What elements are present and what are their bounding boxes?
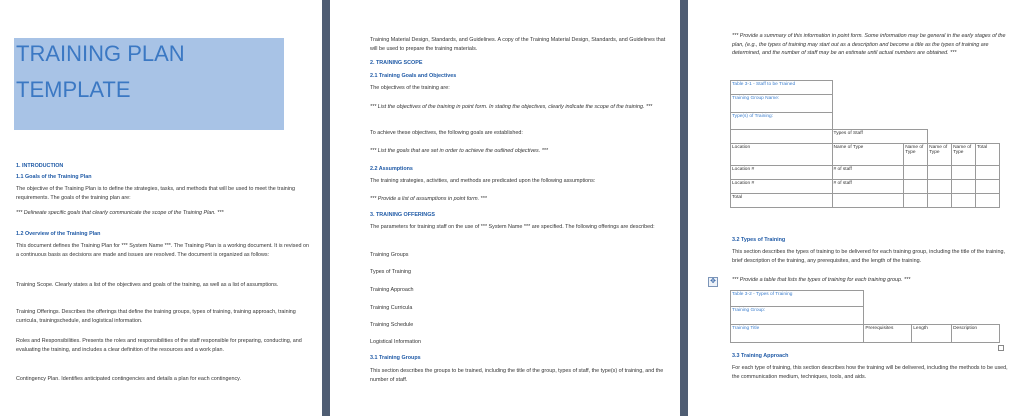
paragraph-provide-table: *** Provide a table that lists the types of training for each training group. *** [732,277,911,283]
paragraph-overview: This document defines the Training Plan for *** System Name ***. The Training Plan is a working document. It is revised on a continuous basis as decisions are made and issues are resolved. The document is organized as follows: [16,243,309,258]
heading-assumptions: 2.2 Assumptions [370,166,413,172]
title-line-2: TEMPLATE [16,77,131,102]
staff-to-be-trained-table [730,80,1000,208]
table-cell: Location # [731,180,833,194]
list-item: Training Groups [370,252,409,258]
document-page-3 [688,0,1024,416]
heading-training-groups: 3.1 Training Groups [370,355,421,361]
heading-training-offerings: 3. TRAINING OFFERINGS [370,212,435,218]
table-cell: Name of Type [904,144,928,166]
table-cell: Type(s) of Training: [731,113,833,130]
paragraph-types: This section describes the types of training to be delivered for each training group, including the title of the training, brief description of the training, any prerequisites, and the length of the training. [732,249,1005,264]
table-cell: Training Group: [731,307,864,325]
paragraph-list-assumptions: *** Provide a list of assumptions in point form. *** [370,196,487,202]
list-item: Training Schedule [370,322,414,328]
table-caption: Table 3-1 - Staff to be Trained [731,81,833,95]
table-cell: Length [912,325,952,343]
paragraph-list-goals: *** List the goals that are set in order to achieve the outlined objectives. *** [370,148,548,154]
paragraph-contingency: Contingency Plan. Identifies anticipated contingencies and details a plan for each contingency. [16,376,241,382]
paragraph-achieve: To achieve these objectives, the following goals are established: [370,130,523,136]
paragraph-objectives: The objectives of the training are: [370,85,450,91]
heading-training-scope: 2. TRAINING SCOPE [370,60,423,66]
table-cell: Name of Type [928,144,952,166]
table-cell: Total [731,194,833,208]
document-page-2 [330,0,680,416]
heading-goals: 1.1 Goals of the Training Plan [16,174,92,180]
table-resize-handle[interactable] [998,345,1004,351]
types-of-training-table [730,290,1000,343]
table-cell: Location # [731,166,833,180]
list-item: Training Curricula [370,305,413,311]
paragraph-offerings: Training Offerings. Describes the offerings that define the training groups, types of training, training approach, training curricula, trainingschedule, and logistical information. [16,309,296,324]
paragraph-assumptions: The training strategies, activities, and methods are predicated upon the following assumptions: [370,178,596,184]
list-item: Types of Training [370,269,412,275]
paragraph-parameters: The parameters for training staff on the use of *** System Name *** are specified. The following offerings are described: [370,224,655,230]
title-line-1: TRAINING PLAN [16,41,185,66]
table-cell: Training Title [731,325,864,343]
heading-training-approach: 3.3 Training Approach [732,353,789,359]
table-cell: Training Group Name: [731,95,833,113]
list-item: Logistical Information [370,339,421,345]
table-cell: Location [731,144,833,166]
heading-goals-objectives: 2.1 Training Goals and Objectives [370,73,457,79]
paragraph-groups: This section describes the groups to be trained, including the title of the group, types of staff, the type(s) of training, and the number of staff. [370,368,664,383]
paragraph-list-objectives: *** List the objectives of the training in point form. In stating the objectives, clearly indicate the scope of the training. *** [370,104,653,110]
heading-overview: 1.2 Overview of the Training Plan [16,231,101,237]
paragraph-summary: *** Provide a summary of this information in point form. Some information may be general in the early stages of the plan, (e.g., the types of training may start out as a description and become a title as the types of training are determined, and the number of staff may be an estimate until actual numbers are obtained. *** [732,33,1006,57]
table-caption: Table 3-2 - Types of Training [731,291,864,307]
table-cell: Name of Type [952,144,976,166]
paragraph-goals: The objective of the Training Plan is to define the strategies, tasks, and methods that will be used to meet the training requirements. The goals of the training plan are: [16,186,295,201]
table-move-handle-icon[interactable]: ✥ [708,277,718,287]
paragraph-roles: Roles and Responsibilities. Presents the roles and responsibilities of the staff responsible for preparing, conducting, and evaluating the training, and includes a clear definition of the resources and a work plan. [16,338,302,353]
paragraph-approach: For each type of training, this section describes how the training will be delivered, including the methods to be used, the communication medium, techniques, tools, and aids. [732,365,1008,380]
paragraph-delineate: *** Delineate specific goals that clearly communicate the scope of the Training Plan. *** [16,210,224,216]
table-cell: # of staff [832,166,904,180]
heading-types-of-training: 3.2 Types of Training [732,237,786,243]
table-cell: Total [976,144,1000,166]
heading-introduction: 1. INTRODUCTION [16,163,64,169]
list-item: Training Approach [370,287,414,293]
table-cell: Name of Type [832,144,904,166]
table-cell: Types of Staff [832,130,928,144]
paragraph-scope: Training Scope. Clearly states a list of the objectives and goals of the training, as well as a list of assumptions. [16,282,279,288]
table-cell: # of staff [832,180,904,194]
table-cell: Description [952,325,1000,343]
paragraph-material: Training Material Design, Standards, and Guidelines. A copy of the Training Material Design, Standards, and Guidelines that will be used to prepare the training materials. [370,37,666,52]
table-cell: Prerequisites [864,325,912,343]
document-page-1 [0,0,322,416]
title-block [14,38,284,130]
